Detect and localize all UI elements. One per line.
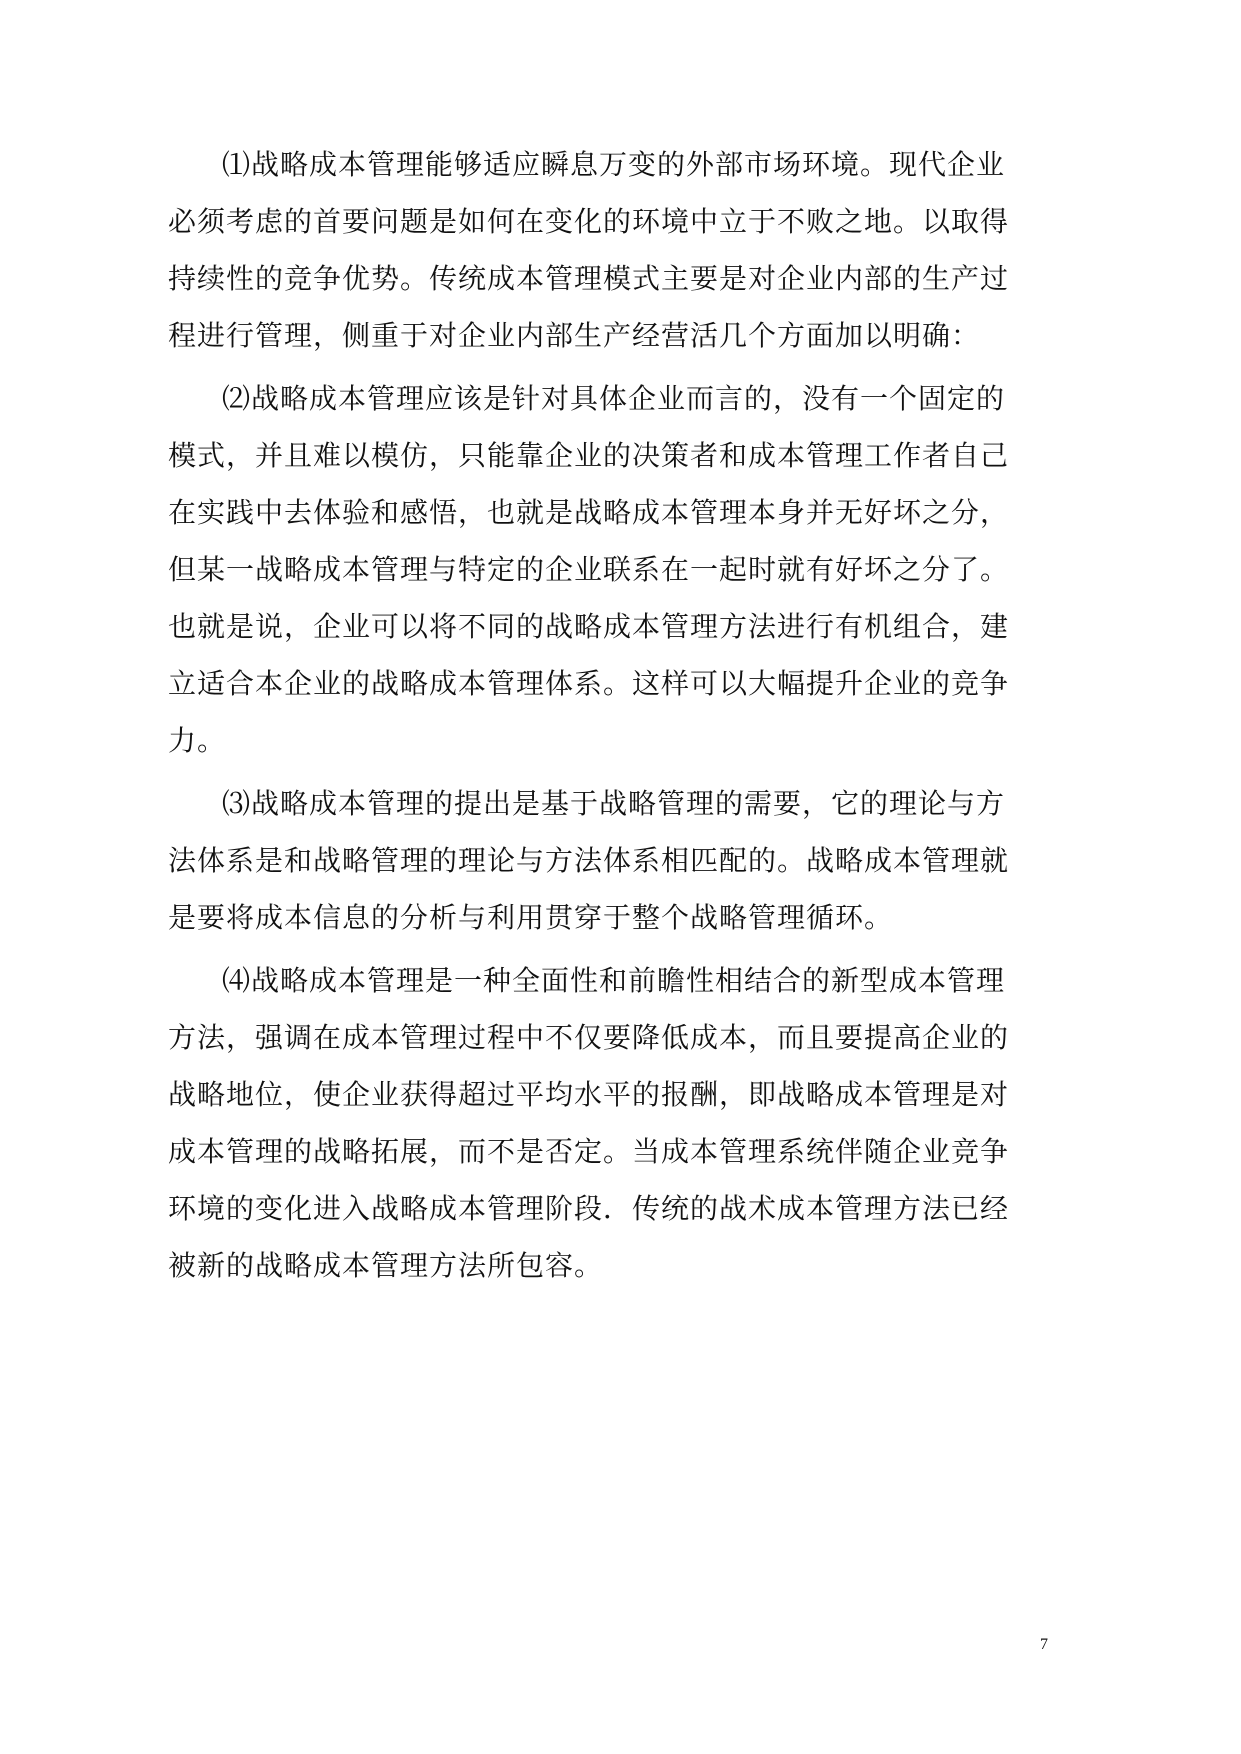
paragraph-1-line-2: 必须考虑的首要问题是如何在变化的环境中立于不败之地。以取得 [168, 205, 1010, 238]
paragraph-4-line-5: 环境的变化进入战略成本管理阶段．传统的战术成本管理方法已经 [168, 1192, 1010, 1225]
paragraph-1-line-3: 持续性的竞争优势。传统成本管理模式主要是对企业内部的生产过 [168, 262, 1010, 295]
paragraph-1-line-4: 程进行管理，侧重于对企业内部生产经营活几个方面加以明确： [168, 319, 981, 352]
paragraph-2-line-2: 模式，并且难以模仿，只能靠企业的决策者和成本管理工作者自己 [168, 439, 1010, 472]
paragraph-2-line-4: 但某一战略成本管理与特定的企业联系在一起时就有好坏之分了。 [168, 553, 1010, 586]
paragraph-4-line-6: 被新的战略成本管理方法所包容。 [168, 1249, 604, 1282]
paragraph-2-line-1: ⑵战略成本管理应该是针对具体企业而言的，没有一个固定的 [222, 382, 1006, 415]
paragraph-2-line-3: 在实践中去体验和感悟，也就是战略成本管理本身并无好坏之分， [168, 496, 1010, 529]
paragraph-4-line-3: 战略地位，使企业获得超过平均水平的报酬，即战略成本管理是对 [168, 1078, 1010, 1111]
page-number: 7 [1040, 1636, 1048, 1653]
paragraph-1-line-1: ⑴战略成本管理能够适应瞬息万变的外部市场环境。现代企业 [222, 148, 1006, 181]
paragraph-3-line-1: ⑶战略成本管理的提出是基于战略管理的需要，它的理论与方 [222, 787, 1006, 820]
paragraph-4-line-4: 成本管理的战略拓展，而不是否定。当成本管理系统伴随企业竞争 [168, 1135, 1010, 1168]
paragraph-3-line-3: 是要将成本信息的分析与利用贯穿于整个战略管理循环。 [168, 901, 894, 934]
paragraph-4-line-1: ⑷战略成本管理是一种全面性和前瞻性相结合的新型成本管理 [222, 964, 1006, 997]
paragraph-4-line-2: 方法，强调在成本管理过程中不仅要降低成本，而且要提高企业的 [168, 1021, 1010, 1054]
paragraph-2-line-7: 力。 [168, 724, 227, 757]
paragraph-3-line-2: 法体系是和战略管理的理论与方法体系相匹配的。战略成本管理就 [168, 844, 1010, 877]
paragraph-2-line-6: 立适合本企业的战略成本管理体系。这样可以大幅提升企业的竞争 [168, 667, 1010, 700]
paragraph-2-line-5: 也就是说，企业可以将不同的战略成本管理方法进行有机组合，建 [168, 610, 1010, 643]
